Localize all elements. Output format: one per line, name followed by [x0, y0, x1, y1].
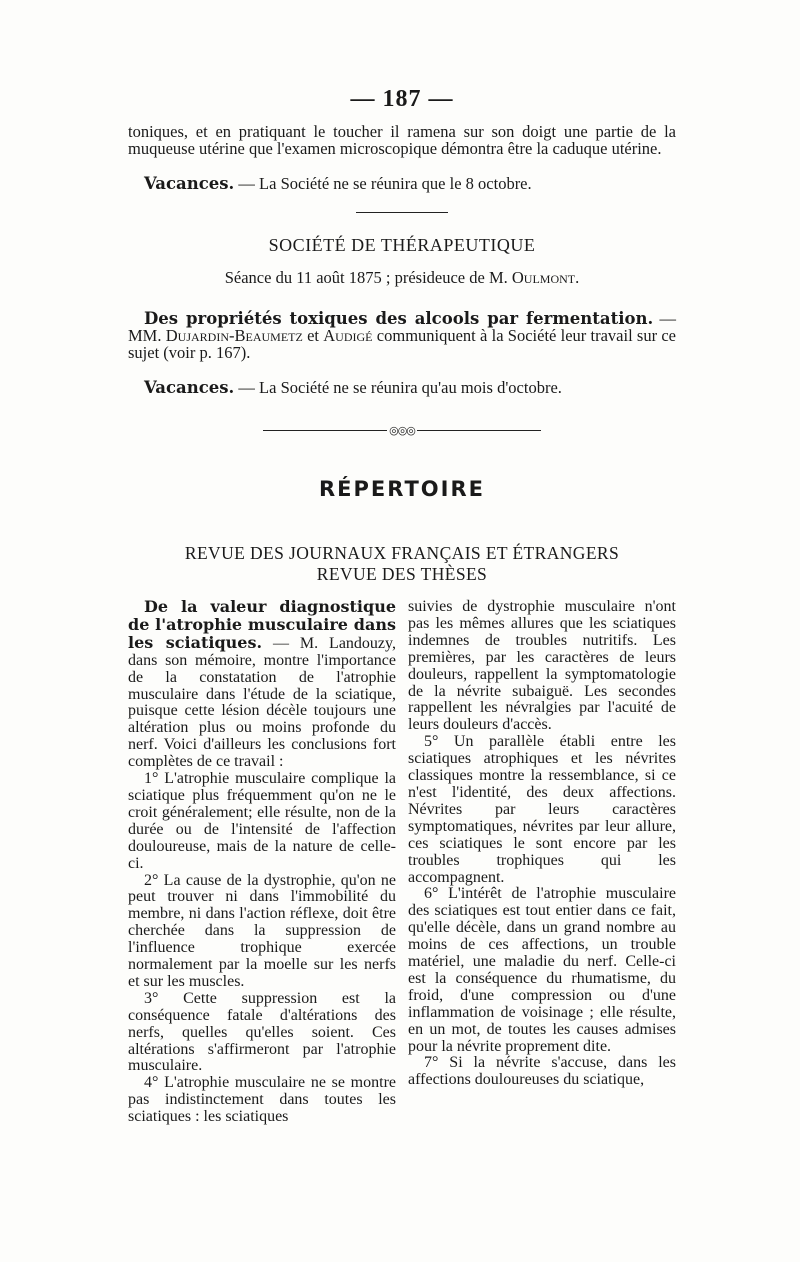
conclusion-4-continued: suivies de dystrophie musculaire n'ont pas les mêmes allures que les sciatiques indemnes de troubles nutritifs. Les premières, par les caractères de leurs douleurs, rappellent la symptomatologie de la névrite subaiguë. Les secondes rappellent les névralgies par l'acuité de leurs douleurs d'accès. — [408, 598, 676, 734]
vacances-notice-2 — [128, 379, 676, 396]
toxiques-text: communiquent à la Société leur travail sur ce sujet (voir p. 167). — [128, 326, 677, 362]
toxiques-mm: MM. — [128, 326, 162, 345]
toxiques-dash: — — [659, 309, 677, 328]
vacances-label: Vacances. — [144, 378, 235, 397]
toxiques-paragraph — [128, 310, 676, 361]
ornament-line-left — [263, 430, 387, 431]
ornament-line-right — [417, 430, 541, 431]
vacances-notice-1 — [128, 175, 676, 192]
conclusion-1: 1° L'atrophie musculaire complique la sciatique plus fréquemment qu'on ne le croit généralement; elle résulte, non de la durée ou de l'intensité de l'affection douloureuse, mais de la nature de celle-ci. — [128, 770, 396, 872]
ornamental-divider — [128, 424, 676, 437]
seance-line — [128, 268, 676, 288]
author-audige: Audigé — [323, 326, 373, 345]
intro-paragraph: toniques, et en pratiquant le toucher il ramena sur son doigt une partie de la muqueuse utérine que l'examen microscopique démontra être la caduque utérine. — [128, 122, 676, 158]
ornament-icon: ◎◎◎ — [389, 425, 415, 437]
seance-text: Séance du 11 août 1875 ; présideuce de M. — [224, 268, 508, 287]
article-title: De la valeur diagnostique de l'atrophie musculaire dans les sciatiques. — [128, 597, 396, 652]
document-page — [128, 86, 676, 1126]
vacances-text: — La Société ne se réunira que le 8 octobre. — [238, 174, 532, 193]
toxiques-title: Des propriétés toxiques des alcools par fermentation. — [144, 309, 654, 328]
left-column — [128, 599, 396, 1126]
article-lead — [128, 599, 396, 771]
vacances-text: — La Société ne se réunira qu'au mois d'octobre. — [238, 378, 562, 397]
conclusion-5: 5° Un parallèle établi entre les sciatiques atrophiques et les névrites classiques montre la ressemblance, si ce n'est l'identité, des deux affections. Névrites par leurs caractères symptomatiques, névrites par leur allure, ces sciatiques le sont encore par les troubles trophiques qui les accompagnent. — [408, 733, 676, 886]
toxiques-et: et — [307, 326, 319, 345]
conclusion-4: 4° L'atrophie musculaire ne se montre pas indistinctement dans toutes les sciatiques : les sciatiques — [128, 1074, 396, 1126]
revue-heading-1: REVUE DES JOURNAUX FRANÇAIS ET ÉTRANGERS — [184, 543, 620, 563]
conclusion-3: 3° Cette suppression est la conséquence fatale d'altérations des nerfs, quelles qu'elles soient. Ces altérations s'affirmeront par l'atrophie musculaire. — [128, 989, 396, 1075]
separator-rule — [356, 212, 448, 213]
president-name: Oulmont. — [511, 268, 580, 287]
author-dujardin: Dujardin-Beaumetz — [165, 326, 303, 345]
article-intro: — M. Landouzy, dans son mémoire, montre l'importance de la constatation de l'atrophie musculaire dans l'étude de la sciatique, puisque cette lésion décèle toujours une altération plus ou moins profonde du nerf. Voici d'ailleurs les conclusions fort complètes de ce travail : — [128, 634, 396, 771]
vacances-label: Vacances. — [144, 174, 235, 193]
revue-heading-2: REVUE DES THÈSES — [316, 564, 488, 584]
two-column-body — [128, 599, 676, 1126]
conclusion-2: 2° La cause de la dystrophie, qu'on ne peut trouver ni dans l'immobilité du membre, ni dans l'action réflexe, doit être cherchée dans la suppression de l'influence trophique exercée normalement par la moelle sur les nerfs et sur les muscles. — [128, 871, 396, 990]
conclusion-7: 7° Si la névrite s'accuse, dans les affections douloureuses du sciatique, — [408, 1054, 676, 1089]
conclusion-6: 6° L'intérêt de l'atrophie musculaire des sciatiques est tout entier dans ce fait, qu'elle décèle, dans un grand nombre au moins de ces affections, un trouble matériel, une maladie du nerf. Celle-ci est la conséquence du rhumatisme, du froid, d'une compression ou d'une inflammation de voisinage ; elle résulte, en un mot, de toutes les causes admises pour la névrite proprement dite. — [408, 885, 676, 1055]
page-number: — 187 — — [350, 86, 454, 112]
right-column — [408, 599, 676, 1126]
society-title: SOCIÉTÉ DE THÉRAPEUTIQUE — [268, 235, 536, 255]
section-title: RÉPERTOIRE — [319, 477, 485, 501]
